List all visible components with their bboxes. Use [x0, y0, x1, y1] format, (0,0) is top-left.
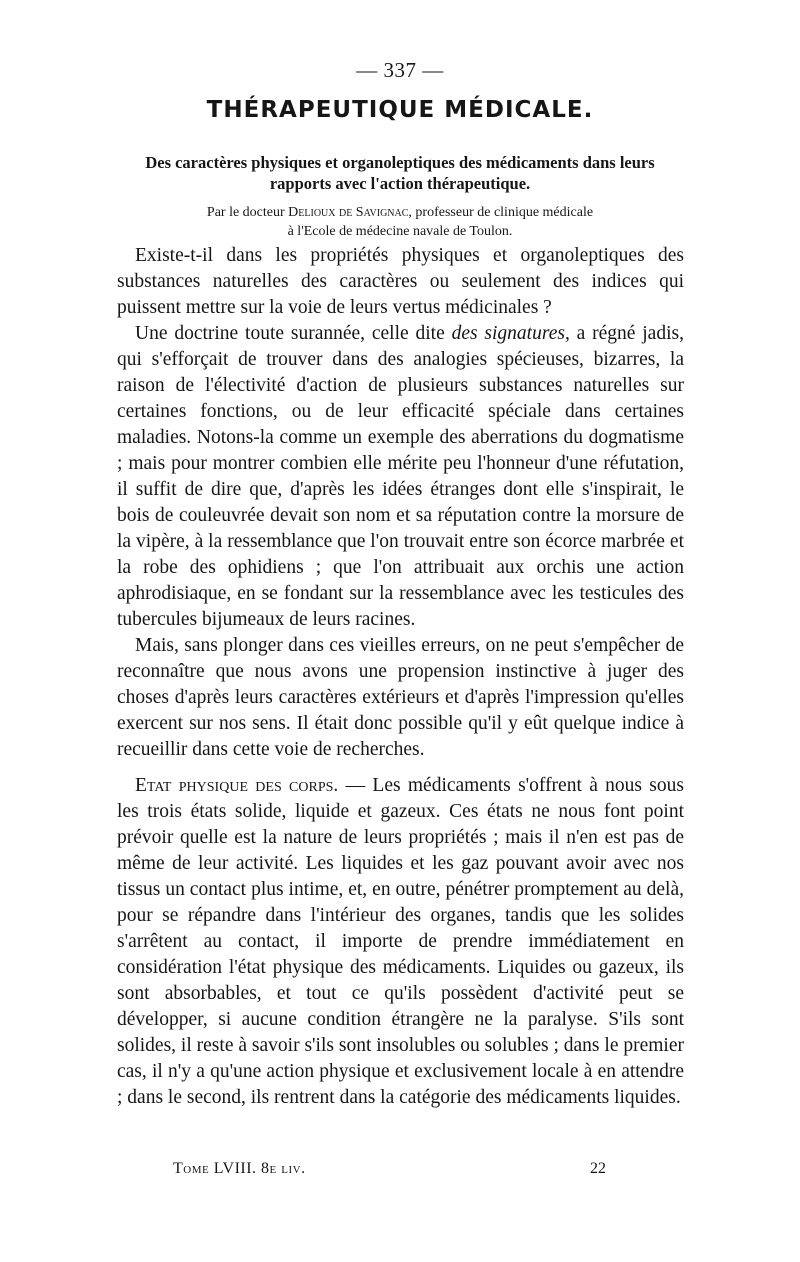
sheet-number: 22 [590, 1160, 606, 1177]
paragraph-2-emphasis: des signatures [451, 323, 565, 344]
page-footer [173, 1160, 606, 1178]
byline-affiliation: à l'Ecole de médecine navale de Toulon. [287, 224, 513, 239]
byline [120, 203, 680, 241]
article-title: Des caractères physiques et organoleptiques des médicaments dans leurs rapports avec l'action thérapeutique. [145, 153, 655, 193]
article-body [117, 243, 684, 1111]
paragraph-2 [117, 321, 684, 633]
page-number: — 337 — [356, 58, 444, 82]
subsection-heading: Etat physique des corps. [135, 775, 339, 796]
byline-prefix: Par le docteur [206, 205, 285, 220]
paragraph-1: Existe-t-il dans les propriétés physiques et organoleptiques des substances naturelles des caractères ou seulement des indices qui puissent mettre sur la voie de leurs vertus médicinales ? [117, 245, 684, 318]
signature-mark: Tome LVIII. 8e liv. [173, 1160, 306, 1177]
paragraph-4-text: — Les médicaments s'offrent à nous sous les trois états solide, liquide et gazeux. Ces états ne nous font point prévoir quelle est la nature de leurs propriétés ; mais il n'en est pas de même de leur activité. Les liquides et les gaz pouvant avoir avec nos tissus un contact plus intime, et, en outre, pénétrer promptement au delà, pour se répandre dans l'intérieur des organes, tandis que les solides s'arrêtent au contact, il importe de prendre immédiatement en considération l'état physique des médicaments. Liquides ou gazeux, ils sont absorbables, et tout ce qu'ils possèdent d'activité peut se développer, si aucune condition étrangère ne la paralyse. S'ils sont solides, il reste à savoir s'ils sont insolubles ou solubles ; dans le premier cas, il n'y a qu'une action physique et exclusivement locale à en attendre ; dans le second, ils rentrent dans la catégorie des médicaments liquides. [117, 775, 684, 1108]
paragraph-2-text-a: Une doctrine toute surannée, celle dite [135, 323, 452, 344]
paragraph-3: Mais, sans plonger dans ces vieilles erreurs, on ne peut s'empêcher de reconnaître que nous avons une propension instinctive à juger des choses d'après leurs caractères extérieurs et d'après l'impression qu'elles exercent sur nos sens. Il était donc possible qu'il y eût quelque indice à recueillir dans cette voie de recherches. [117, 635, 684, 760]
byline-author: Delioux de Savignac [288, 205, 409, 220]
byline-suffix: , professeur de clinique médicale [408, 205, 594, 220]
paragraph-2-text-b: , a régné jadis, qui s'efforçait de trouver dans des analogies spécieuses, bizarres, la raison de l'électivité d'action de plusieurs substances naturelles sur certaines fonctions, ou de leur efficacité spéciale dans certaines maladies. Notons-la comme un exemple des aberrations du dogmatisme ; mais pour montrer combien elle mérite peu l'honneur d'une réfutation, il suffit de dire que, d'après les idées étranges dont elle s'inspirait, le bois de couleuvrée devait son nom et sa réputation contre la morsure de la vipère, à la ressemblance que l'on trouvait entre son écorce marbrée et la robe des ophidiens ; que l'on attribuait aux orchis une action aphrodisiaque, en se fondant sur la ressemblance avec les testicules des tubercules bijumeaux de leurs racines. [117, 323, 684, 630]
paragraph-4 [117, 773, 684, 1111]
section-heading: THÉRAPEUTIQUE MÉDICALE. [206, 97, 594, 123]
